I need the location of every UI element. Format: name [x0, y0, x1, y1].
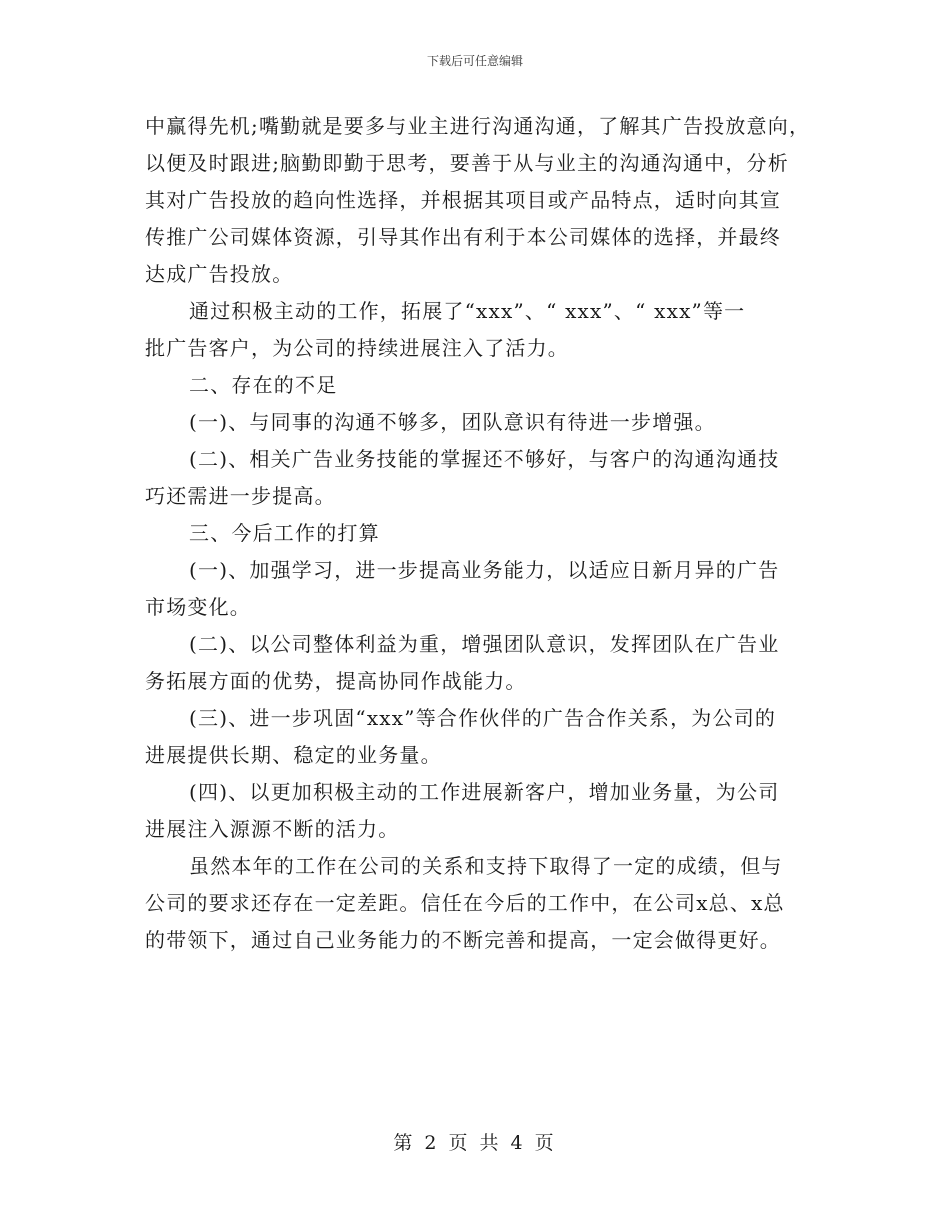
text-line: 虽然本年的工作在公司的关系和支持下取得了一定的成绩，但与: [189, 854, 783, 878]
text-line: 巧还需进一步提高。: [145, 484, 336, 508]
text-line: 其对广告投放的趋向性选择，并根据其项目或产品特点，适时向其宣: [145, 188, 781, 212]
text-line: (四)、以更加积极主动的工作进展新客户，增加业务量，为公司: [189, 780, 780, 804]
text-line: 批广告客户，为公司的持续进展注入了活力。: [145, 336, 569, 360]
text-line: 的带领下，通过自己业务能力的不断完善和提高，一定会做得更好。: [145, 928, 781, 952]
text-line: 进展提供长期、稳定的业务量。: [145, 743, 442, 767]
text-line: 通过积极主动的工作，拓展了“xxx”、“ xxx”、“ xxx”等一: [189, 299, 746, 323]
text-line: (二)、相关广告业务技能的掌握还不够好，与客户的沟通沟通技: [189, 447, 780, 471]
text-line: (一)、与同事的沟通不够多，团队意识有待进一步增强。: [189, 410, 716, 434]
text-line: 达成广告投放。: [145, 262, 294, 286]
text-line: 务拓展方面的优势，提高协同作战能力。: [145, 669, 527, 693]
text-line: (二)、以公司整体利益为重，增强团队意识，发挥团队在广告业: [189, 632, 780, 656]
text-line: 公司的要求还存在一定差距。信任在今后的工作中，在公司x总、x总: [145, 891, 785, 915]
page-number-footer: 第 2 页 共 4 页: [393, 1132, 557, 1154]
text-line: 市场变化。: [145, 595, 251, 619]
text-line: (一)、加强学习，进一步提高业务能力，以适应日新月异的广告: [189, 558, 780, 582]
text-line: 以便及时跟进;脑勤即勤于思考，要善于从与业主的沟通沟通中，分析: [145, 151, 789, 175]
section-heading: 二、存在的不足: [189, 373, 338, 397]
page-header: 下载后可任意编辑: [426, 54, 523, 68]
text-line: 进展注入源源不断的活力。: [145, 817, 400, 841]
section-heading: 三、今后工作的打算: [189, 521, 380, 545]
text-line: (三)、进一步巩固“xxx”等合作伙伴的广告合作关系，为公司的: [189, 706, 777, 730]
body-text: [145, 108, 810, 959]
text-line: 传推广公司媒体资源，引导其作出有利于本公司媒体的选择，并最终: [145, 225, 781, 249]
text-line: 中赢得先机;嘴勤就是要多与业主进行沟通沟通，了解其广告投放意向，: [145, 114, 811, 138]
